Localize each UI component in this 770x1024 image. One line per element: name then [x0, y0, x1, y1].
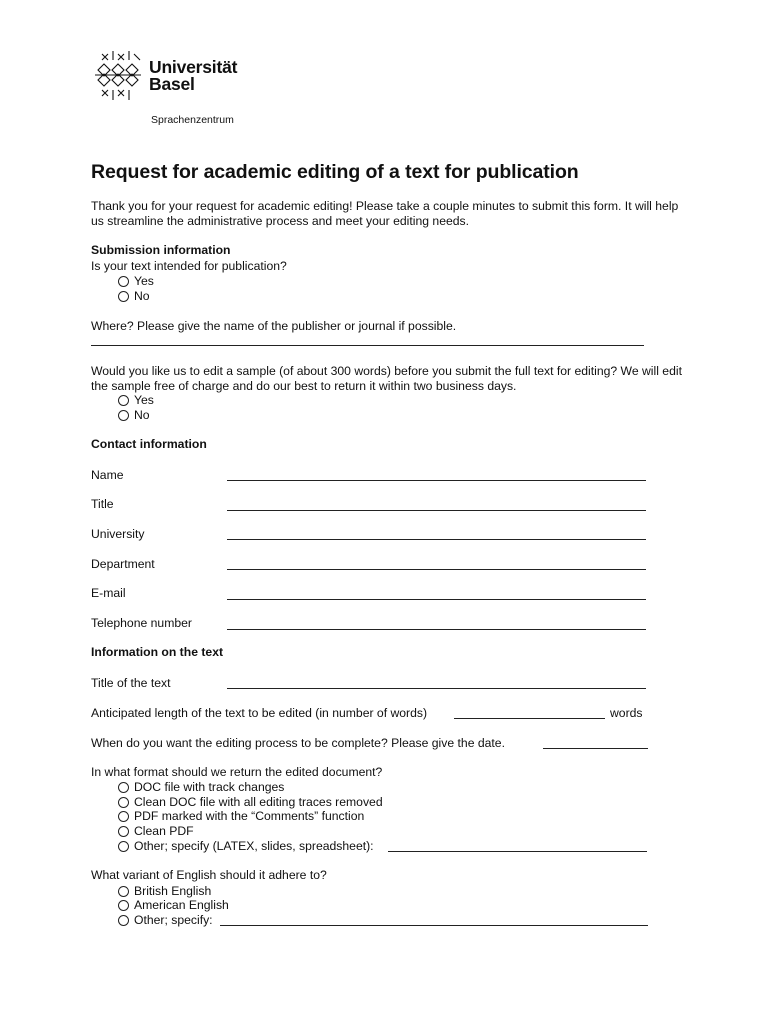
variant-option-american[interactable] — [118, 898, 229, 913]
format-doc-track-label: DOC file with track changes — [134, 780, 285, 794]
format-other-radio[interactable] — [118, 841, 129, 852]
variant-option-other[interactable] — [118, 913, 213, 928]
contact-heading: Contact information — [91, 437, 207, 451]
variant-option-british[interactable] — [118, 884, 211, 899]
department-input-line[interactable] — [227, 569, 646, 570]
university-logo — [94, 48, 254, 104]
format-pdf-comments-label: PDF marked with the “Comments” function — [134, 809, 365, 823]
format-question: In what format should we return the edited document? — [91, 765, 383, 779]
university-input-line[interactable] — [227, 539, 646, 540]
sample-yes-label: Yes — [134, 393, 154, 407]
publication-yes-label: Yes — [134, 274, 154, 288]
submission-heading: Submission information — [91, 243, 231, 257]
publisher-input-line[interactable] — [91, 345, 644, 346]
format-option-pdf-clean[interactable] — [118, 824, 194, 839]
contact-label-email: E-mail — [91, 586, 126, 600]
page-title: Request for academic editing of a text for publication — [91, 161, 579, 183]
format-option-doc-track[interactable] — [118, 780, 284, 795]
sample-no-radio[interactable] — [118, 410, 129, 421]
variant-other-input-line[interactable] — [220, 925, 648, 926]
format-doc-track-radio[interactable] — [118, 782, 129, 793]
format-pdf-clean-label: Clean PDF — [134, 824, 194, 838]
publication-no-label: No — [134, 289, 150, 303]
where-question: Where? Please give the name of the publisher or journal if possible. — [91, 319, 457, 333]
logo-wordmark — [149, 59, 237, 93]
contact-label-university: University — [91, 527, 145, 541]
format-pdf-clean-radio[interactable] — [118, 826, 129, 837]
contact-label-department: Department — [91, 557, 155, 571]
sample-question: Would you like us to edit a sample (of about 300 words) before you submit the full text for editing? We will edit the sample free of charge and do our best to return it within two business days. — [91, 364, 682, 393]
words-suffix: words — [610, 706, 643, 720]
contact-label-telephone: Telephone number — [91, 616, 192, 630]
date-input-line[interactable] — [543, 748, 648, 749]
length-input-line[interactable] — [454, 718, 605, 719]
variant-british-radio[interactable] — [118, 886, 129, 897]
format-other-label: Other; specify (LATEX, slides, spreadsheet): — [134, 839, 374, 853]
telephone-input-line[interactable] — [227, 629, 646, 630]
length-label: Anticipated length of the text to be edited (in number of words) — [91, 706, 428, 720]
sample-no-label: No — [134, 408, 150, 422]
logo-line-1: Universität — [149, 57, 238, 77]
variant-american-label: American English — [134, 898, 229, 912]
title-input-line[interactable] — [227, 510, 646, 511]
department-name: Sprachenzentrum — [151, 114, 234, 126]
variant-question: What variant of English should it adhere to? — [91, 868, 327, 882]
format-pdf-comments-radio[interactable] — [118, 811, 129, 822]
publication-yes-option[interactable] — [118, 274, 154, 289]
format-option-doc-clean[interactable] — [118, 795, 383, 810]
variant-other-radio[interactable] — [118, 915, 129, 926]
format-option-other[interactable] — [118, 839, 374, 854]
variant-other-label: Other; specify: — [134, 913, 213, 927]
text-info-heading: Information on the text — [91, 645, 224, 659]
university-seal-icon — [94, 48, 144, 102]
logo-line-2: Basel — [149, 74, 195, 94]
email-input-line[interactable] — [227, 599, 646, 600]
text-title-input-line[interactable] — [227, 688, 646, 689]
format-doc-clean-radio[interactable] — [118, 797, 129, 808]
format-option-pdf-comments[interactable] — [118, 809, 364, 824]
sample-yes-option[interactable] — [118, 393, 154, 408]
variant-british-label: British English — [134, 884, 212, 898]
contact-label-title: Title — [91, 497, 114, 511]
intro-text: Thank you for your request for academic editing! Please take a couple minutes to submit this form. It will help us streamline the administrative process and meet your editing needs. — [91, 199, 679, 228]
sample-yes-radio[interactable] — [118, 395, 129, 406]
text-title-label: Title of the text — [91, 676, 171, 690]
name-input-line[interactable] — [227, 480, 646, 481]
publication-no-radio[interactable] — [118, 291, 129, 302]
sample-no-option[interactable] — [118, 408, 150, 423]
publication-question: Is your text intended for publication? — [91, 259, 287, 273]
variant-american-radio[interactable] — [118, 900, 129, 911]
publication-no-option[interactable] — [118, 289, 150, 304]
format-doc-clean-label: Clean DOC file with all editing traces removed — [134, 795, 383, 809]
publication-yes-radio[interactable] — [118, 276, 129, 287]
format-other-input-line[interactable] — [388, 851, 647, 852]
date-label: When do you want the editing process to be complete? Please give the date. — [91, 736, 505, 750]
contact-label-name: Name — [91, 468, 124, 482]
